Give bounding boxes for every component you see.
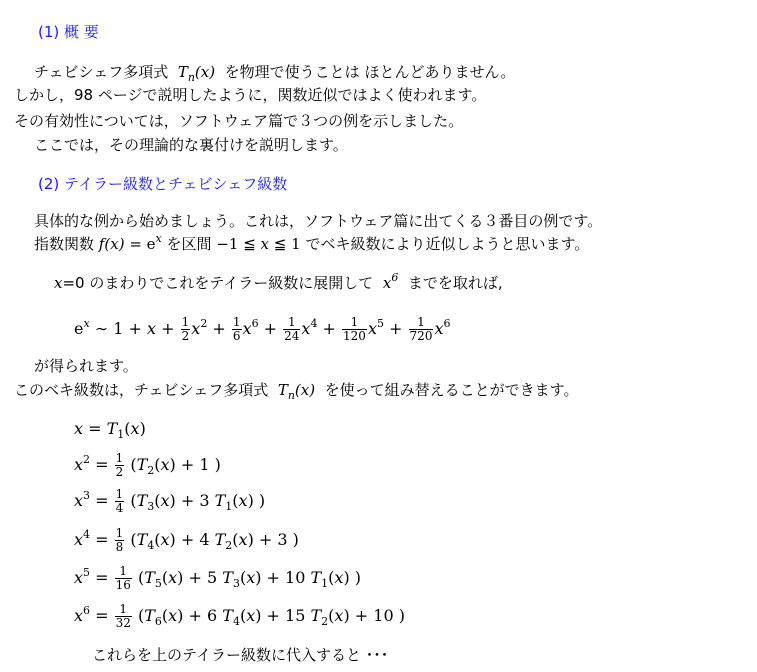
paragraph-line-3: その有効性については，ソフトウェア篇で３つの例を示しました。 [14, 112, 464, 130]
text: チェビシェフ多項式 [34, 63, 169, 81]
section-1-heading: (1) 概 要 [38, 23, 99, 41]
section-2-heading: (2) テイラー級数とチェビシェフ級数 [38, 175, 288, 193]
text: を区間 [166, 235, 212, 253]
math-f-def: f(x) [98, 235, 125, 253]
text: のまわりでこれをテイラー級数に展開して [89, 274, 374, 292]
closing-line: これらを上のテイラー級数に代入すると ･･･ [92, 646, 389, 664]
text: までを取れば, [407, 274, 503, 292]
rewrite-line: このベキ級数は，チェビシェフ多項式 $T_n(x)$ を使って組み替えることができます。 [14, 381, 579, 402]
math-Tn-x: $T_n(x)$ [173, 63, 216, 84]
math-interval: −1 ≦ x ≦ 1 [216, 235, 301, 253]
text: でベキ級数により近似しようと思います。 [305, 235, 590, 253]
text: を使って組み替えることができます。 [324, 381, 579, 399]
text: このベキ級数は，チェビシェフ多項式 [14, 381, 269, 399]
identity-x3: $x^3$ = $\frac{1}{4}$ ($T_3(x) + 3$ $T_1(x)$ ) [74, 487, 266, 515]
paragraph-line-1 [34, 62, 515, 82]
text: 指数関数 [34, 235, 95, 253]
result-line: が得られます。 [34, 357, 138, 375]
paragraph-line-4: ここでは，その理論的な裏付けを説明します。 [34, 136, 348, 154]
identity-x1: $x = T_1(x)$ [74, 419, 146, 441]
identity-x5: $x^5$ = $\frac{1}{16}$ ($T_5(x) + 5$ $T_3(x) + 10$ $T_1(x)$ ) [74, 564, 362, 592]
intro-line-2: 指数関数 $f(x) = e^x$ を区間 −1 ≦ x ≦ 1 でベキ級数により近似しようと思います。 [34, 232, 590, 253]
taylor-series-equation: $e^x$ ∼ 1 + x + $\frac{1}{2}$ $x^2$ + $\frac{1}{6}$ $x^6$ + $\frac{1}{24}$ $x^4$ + $\frac{1}{120}$ $x^5$ + $\frac{1}{720}$ $x^6$ [74, 315, 451, 343]
paragraph-line-2: しかし，98 ページで説明したように，関数近似ではよく使われます。 [14, 86, 487, 104]
identity-x6: $x^6$ = $\frac{1}{32}$ ($T_6(x) + 6$ $T_4(x) + 15$ $T_2(x) + 10$ ) [74, 602, 405, 630]
text: を物理で使うことは ほとんどありません。 [224, 63, 516, 81]
identity-x2: $x^2$ = $\frac{1}{2}$ ($T_2(x) + 1$ ) [74, 451, 221, 479]
intro-line-1: 具体的な例から始めましょう。これは，ソフトウェア篇に出てくる３番目の例です。 [34, 212, 603, 230]
identity-x4: $x^4$ = $\frac{1}{8}$ ($T_4(x) + 4$ $T_2(x) + 3$ ) [74, 526, 299, 554]
taylor-line: x=0 のまわりでこれをテイラー級数に展開して $x^6$ までを取れば, [54, 271, 503, 292]
